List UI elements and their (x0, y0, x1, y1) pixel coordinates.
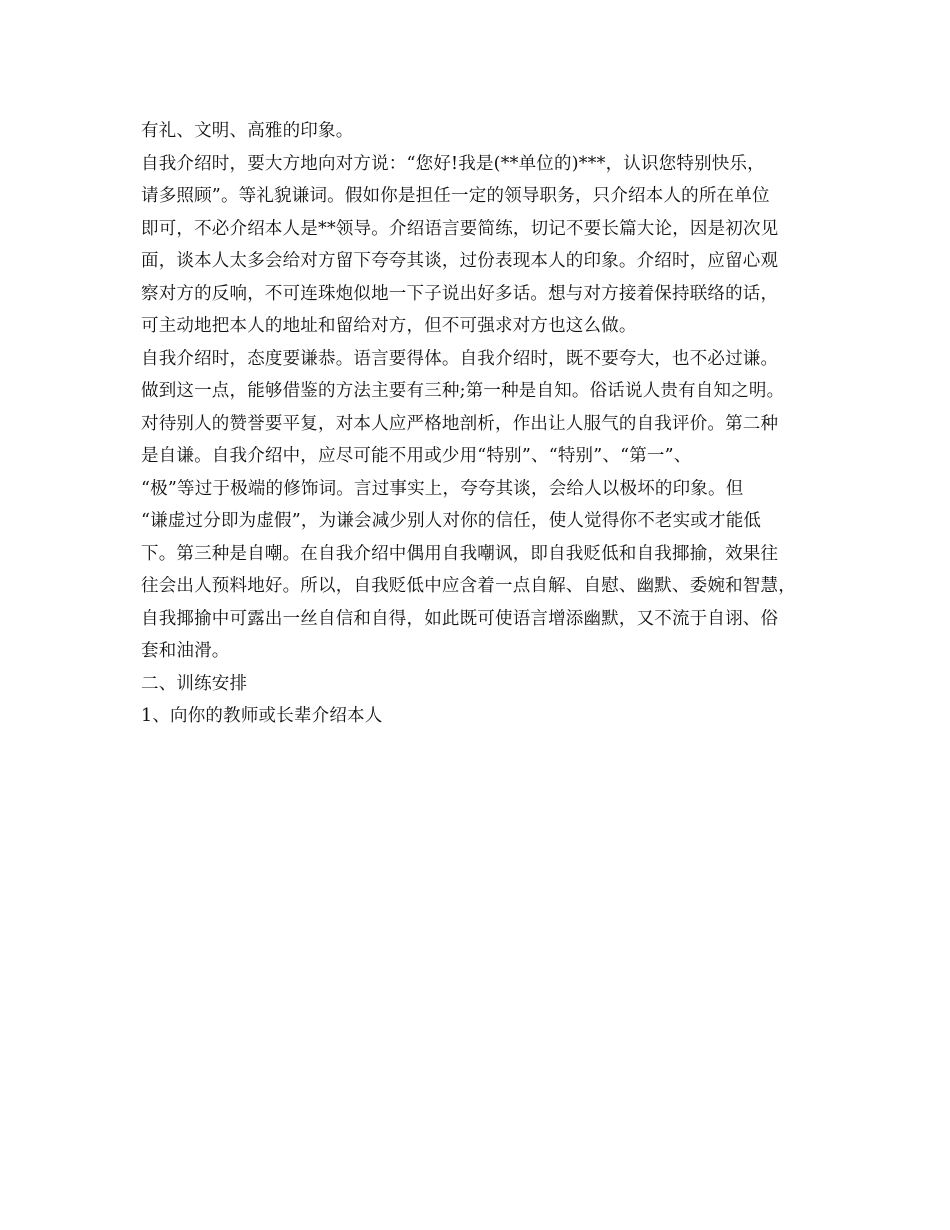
text-line: 对待别人的赞誉要平复，对本人应严格地剖析，作出让人服气的自我评价。第二种 (141, 413, 779, 434)
text-line: 自我介绍时，态度要谦恭。语言要得体。自我介绍时，既不要夸大，也不必过谦。 (141, 348, 779, 369)
text-line: “极”等过于极端的修饰词。言过事实上，夸夸其谈，会给人以极坏的印象。但 (141, 478, 744, 499)
text-line: 是自谦。自我介绍中，应尽可能不用或少用“特别”、“特别”、“第一”、 (141, 446, 692, 466)
text-line: 有礼、文明、高雅的印象。 (141, 121, 354, 141)
text-line: 套和油滑。 (141, 641, 230, 661)
text-line: 自我介绍时，要大方地向对方说：“您好!我是(**单位的)***，认识您特别快乐， (141, 153, 765, 174)
text-line: 下。第三种是自嘲。在自我介绍中偶用自我嘲讽，即自我贬低和自我揶揄，效果往 (141, 543, 779, 564)
text-line: 请多照顾”。等礼貌谦词。假如你是担任一定的领导职务，只介绍本人的所在单位 (141, 186, 770, 206)
text-line: 自我揶揄中可露出一丝自信和自得，如此既可使语言增添幽默，又不流于自诩、俗 (141, 608, 779, 629)
text-line: 往会出人预料地好。所以，自我贬低中应含着一点自解、自慰、幽默、委婉和智慧， (141, 576, 796, 596)
section-heading: 二、训练安排 (141, 673, 248, 694)
text-line: 即可，不必介绍本人是**领导。介绍语言要简练，切记不要长篇大论，因是初次见 (141, 218, 779, 239)
text-line: 面，谈本人太多会给对方留下夸夸其谈，过份表现本人的印象。介绍时，应留心观 (141, 251, 779, 271)
document-body (141, 115, 821, 733)
text-line: “谦虚过分即为虚假”，为谦会减少别人对你的信任，使人觉得你不老实或才能低 (141, 511, 762, 531)
text-line: 察对方的反响，不可连珠炮似地一下子说出好多话。想与对方接着保持联络的话， (141, 283, 779, 304)
list-item: 1、向你的教师或长辈介绍本人 (141, 706, 383, 726)
text-line: 做到这一点，能够借鉴的方法主要有三种;第一种是自知。俗话说人贵有自知之明。 (141, 381, 785, 401)
text-line: 可主动地把本人的地址和留给对方，但不可强求对方也这么做。 (141, 316, 637, 336)
